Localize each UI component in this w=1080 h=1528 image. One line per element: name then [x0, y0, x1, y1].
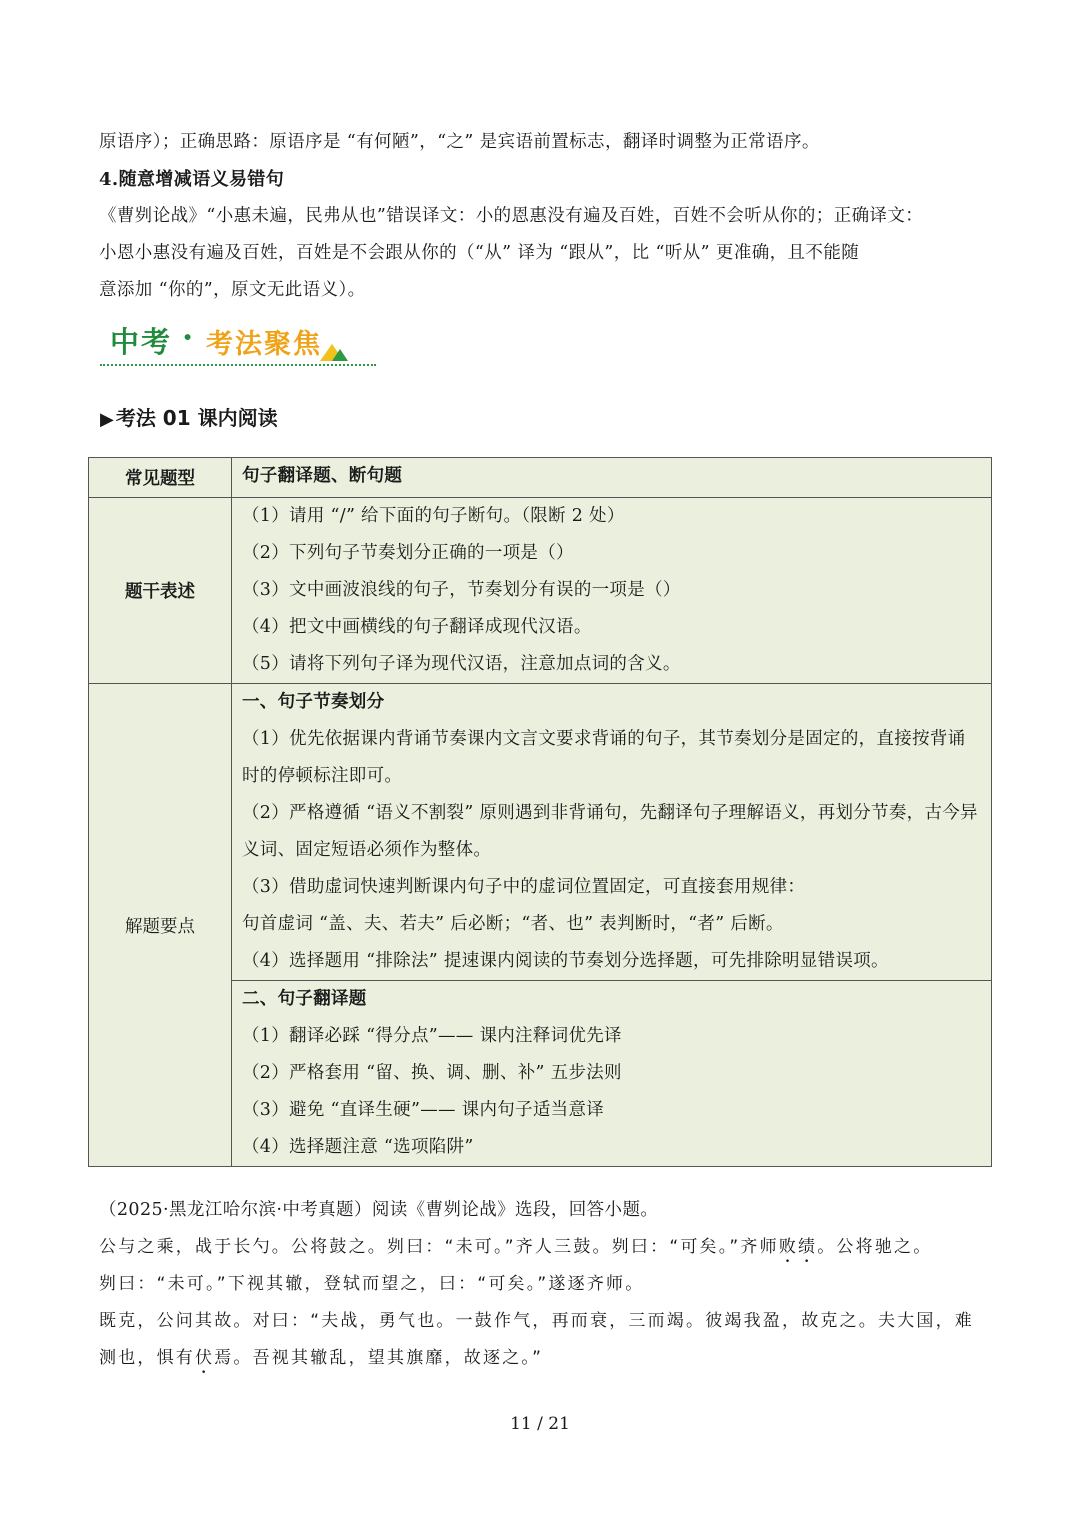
question-intro: （2025·黑龙江哈尔滨·中考真题）阅读《曹刿论战》选段，回答小题。: [99, 1200, 659, 1220]
part-title: 二、句子翻译题: [242, 989, 367, 1009]
row-value: [232, 684, 992, 981]
list-item: （2）严格遵循 “语义不割裂” 原则遇到非背诵句，先翻译句子理解语义，再划分节奏，古今异义词、固定短语必须作为整体。: [242, 803, 978, 860]
paragraph-line: 原语序）；正确思路：原语序是 “有何陋”，“之” 是宾语前置标志，翻译时调整为正常语序。: [99, 132, 820, 152]
list-item: （1）优先依据课内背诵节奏课内文言文要求背诵的句子，其节奏划分是固定的，直接按背诵时的停顿标注即可。: [242, 729, 966, 786]
list-item: （4）选择题注意 “选项陷阱”: [242, 1137, 474, 1157]
list-item: （3）避免 “直译生硬”—— 课内句子适当意译: [242, 1100, 605, 1120]
subheading: 4.随意增减语义易错句: [99, 169, 285, 190]
paragraph-line: 意添加 “你的”，原文无此语义）。: [99, 280, 366, 300]
list-item: （2）严格套用 “留、换、调、删、补” 五步法则: [242, 1063, 622, 1083]
section-title: [100, 402, 278, 431]
row-label: 题干表述: [89, 498, 232, 684]
list-item: （4）把文中画横线的句子翻译成现代汉语。: [242, 617, 592, 637]
part-title: 一、句子节奏划分: [242, 692, 385, 712]
row-label: 常见题型: [89, 458, 232, 498]
paragraph-line: 小恩小惠没有遍及百姓，百姓是不会跟从你的（“从” 译为 “跟从”，比 “听从” 更准确，且不能随: [99, 243, 860, 263]
dotted-word: 败绩: [778, 1237, 818, 1257]
row-value: [232, 981, 992, 1167]
section-title-text: 考法 01 课内阅读: [115, 406, 278, 430]
list-item: （1）翻译必踩 “得分点”—— 课内注释词优先译: [242, 1026, 622, 1046]
banner-underline: [100, 364, 376, 366]
passage-line: 既克，公问其故。对曰：“夫战，勇气也。一鼓作气，再而衰，三而竭。彼竭我盈，故克之。夫大国，难: [99, 1311, 975, 1331]
list-item: （4）选择题用 “排除法” 提速课内阅读的节奏划分选择题，可先排除明显错误项。: [242, 951, 889, 971]
banner-right-text: 考法聚焦: [206, 329, 322, 360]
mountain-small-icon: [332, 349, 348, 361]
table-row: [89, 498, 992, 684]
triangle-arrow-icon: ▶: [100, 409, 114, 430]
table-row: [89, 458, 992, 498]
page-number: 11 / 21: [510, 1414, 570, 1434]
passage-line: 公与之乘，战于长勺。公将鼓之。刿曰：“未可。”齐人三鼓。刿曰：“可矣。”齐师败绩。公将驰之。: [99, 1237, 933, 1257]
dotted-word: 伏: [195, 1348, 215, 1368]
row-label: 解题要点: [89, 684, 232, 1167]
banner-left-text: 中考: [110, 325, 173, 359]
list-item: （2）下列句子节奏划分正确的一项是（）: [242, 543, 574, 563]
list-item: （3）文中画波浪线的句子，节奏划分有误的一项是（）: [242, 580, 681, 600]
passage-line: 测也，惧有伏焉。吾视其辙乱，望其旗靡，故逐之。”: [99, 1348, 544, 1368]
list-item: （5）请将下列句子译为现代汉语，注意加点词的含义。: [242, 654, 681, 674]
list-item: （1）请用 “/” 给下面的句子断句。（限断 2 处）: [242, 506, 625, 526]
method-table: [88, 457, 992, 1167]
row-value: [232, 498, 992, 684]
paragraph-line: 《曹刿论战》“小惠未遍，民弗从也”错误译文：小的恩惠没有遍及百姓，百姓不会听从你的；正确译文：: [99, 206, 924, 226]
row-value: 句子翻译题、断句题: [232, 458, 992, 498]
list-item: 句首虚词 “盖、夫、若夫” 后必断；“者、也” 表判断时，“者” 后断。: [242, 914, 784, 934]
table-row: [89, 684, 992, 981]
list-item: （3）借助虚词快速判断课内句子中的虚词位置固定，可直接套用规律：: [242, 877, 806, 897]
section-banner: [100, 316, 378, 370]
passage-line: 刿曰：“未可。”下视其辙，登轼而望之，曰：“可矣。”遂逐齐师。: [99, 1274, 645, 1294]
banner-dot: ·: [182, 318, 194, 356]
